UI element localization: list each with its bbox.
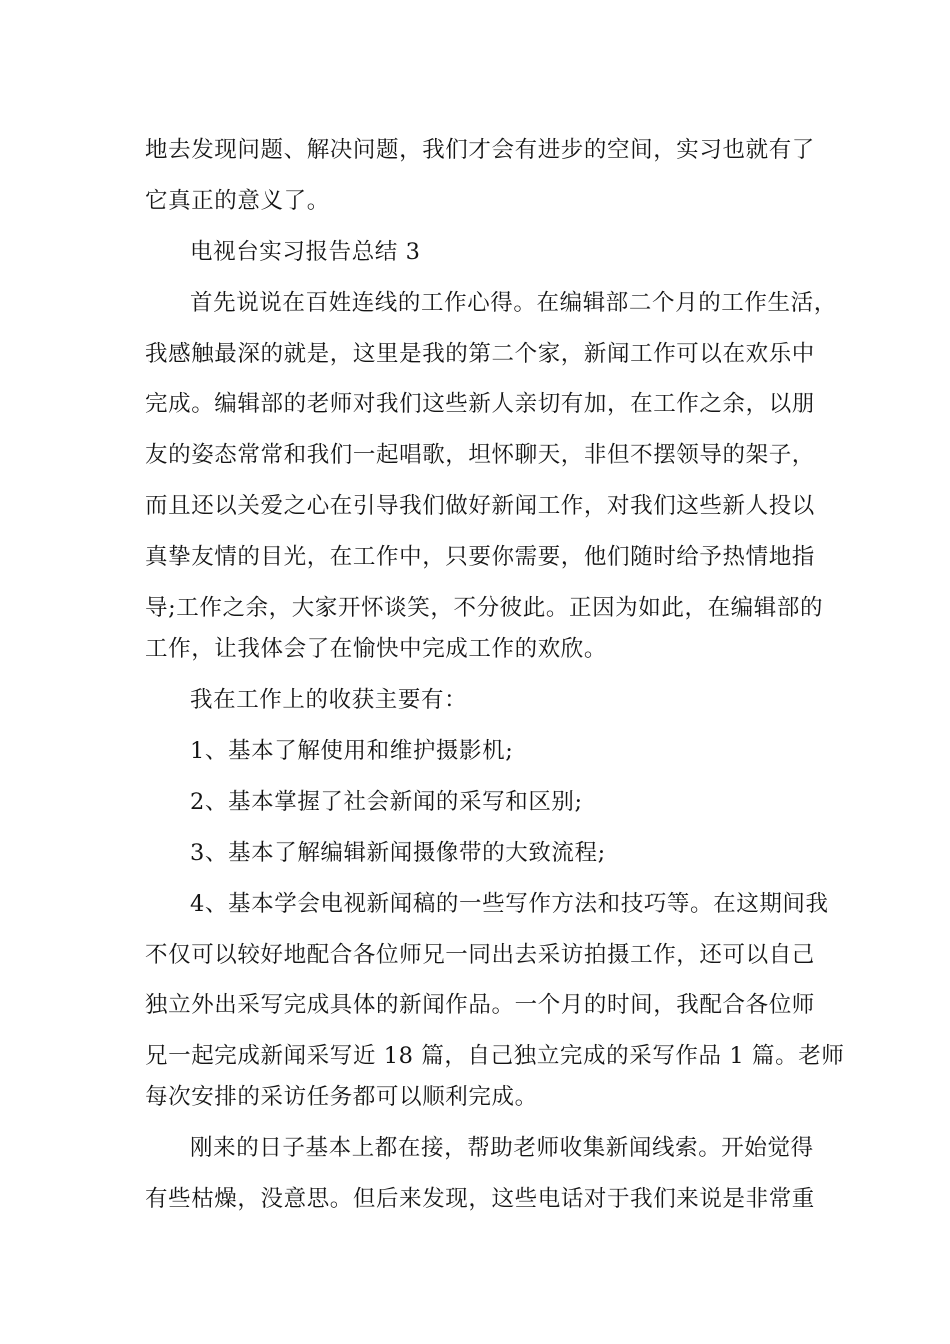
text-line: 有些枯燥，没意思。但后来发现，这些电话对于我们来说是非常重 xyxy=(145,1186,815,1212)
text-line: 地去发现问题、解决问题，我们才会有进步的空间，实习也就有了 xyxy=(145,137,815,163)
paragraph-start: 我在工作上的收获主要有： xyxy=(190,687,468,713)
list-item: 2、基本掌握了社会新闻的采写和区别; xyxy=(190,789,583,815)
list-item: 3、基本了解编辑新闻摄像带的大致流程; xyxy=(190,840,606,866)
text-line: 兄一起完成新闻采写近 18 篇，自己独立完成的采写作品 1 篇。老师 xyxy=(145,1043,845,1069)
paragraph-start: 首先说说在百姓连线的工作心得。在编辑部二个月的工作生活， xyxy=(190,290,837,316)
paragraph-start: 刚来的日子基本上都在接，帮助老师收集新闻线索。开始觉得 xyxy=(190,1135,814,1161)
text-line: 独立外出采写完成具体的新闻作品。一个月的时间，我配合各位师 xyxy=(145,992,815,1018)
text-line: 完成。编辑部的老师对我们这些新人亲切有加，在工作之余，以朋 xyxy=(145,391,815,417)
text-line: 友的姿态常常和我们一起唱歌，坦怀聊天，非但不摆领导的架子， xyxy=(145,442,815,468)
section-heading: 电视台实习报告总结 3 xyxy=(190,239,421,265)
text-line: 我感触最深的就是，这里是我的第二个家，新闻工作可以在欢乐中 xyxy=(145,341,815,367)
text-line: 导;工作之余，大家开怀谈笑，不分彼此。正因为如此，在编辑部的 xyxy=(145,595,824,621)
text-line: 真挚友情的目光，在工作中，只要你需要，他们随时给予热情地指 xyxy=(145,544,815,570)
text-line: 工作，让我体会了在愉快中完成工作的欢欣。 xyxy=(145,636,608,662)
text-line: 而且还以关爱之心在引导我们做好新闻工作，对我们这些新人投以 xyxy=(145,493,815,519)
text-line: 每次安排的采访任务都可以顺利完成。 xyxy=(145,1084,538,1110)
list-item: 1、基本了解使用和维护摄影机; xyxy=(190,738,514,764)
list-item: 4、基本学会电视新闻稿的一些写作方法和技巧等。在这期间我 xyxy=(190,891,829,917)
text-line: 不仅可以较好地配合各位师兄一同出去采访拍摄工作，还可以自己 xyxy=(145,942,815,968)
text-line: 它真正的意义了。 xyxy=(145,188,330,214)
